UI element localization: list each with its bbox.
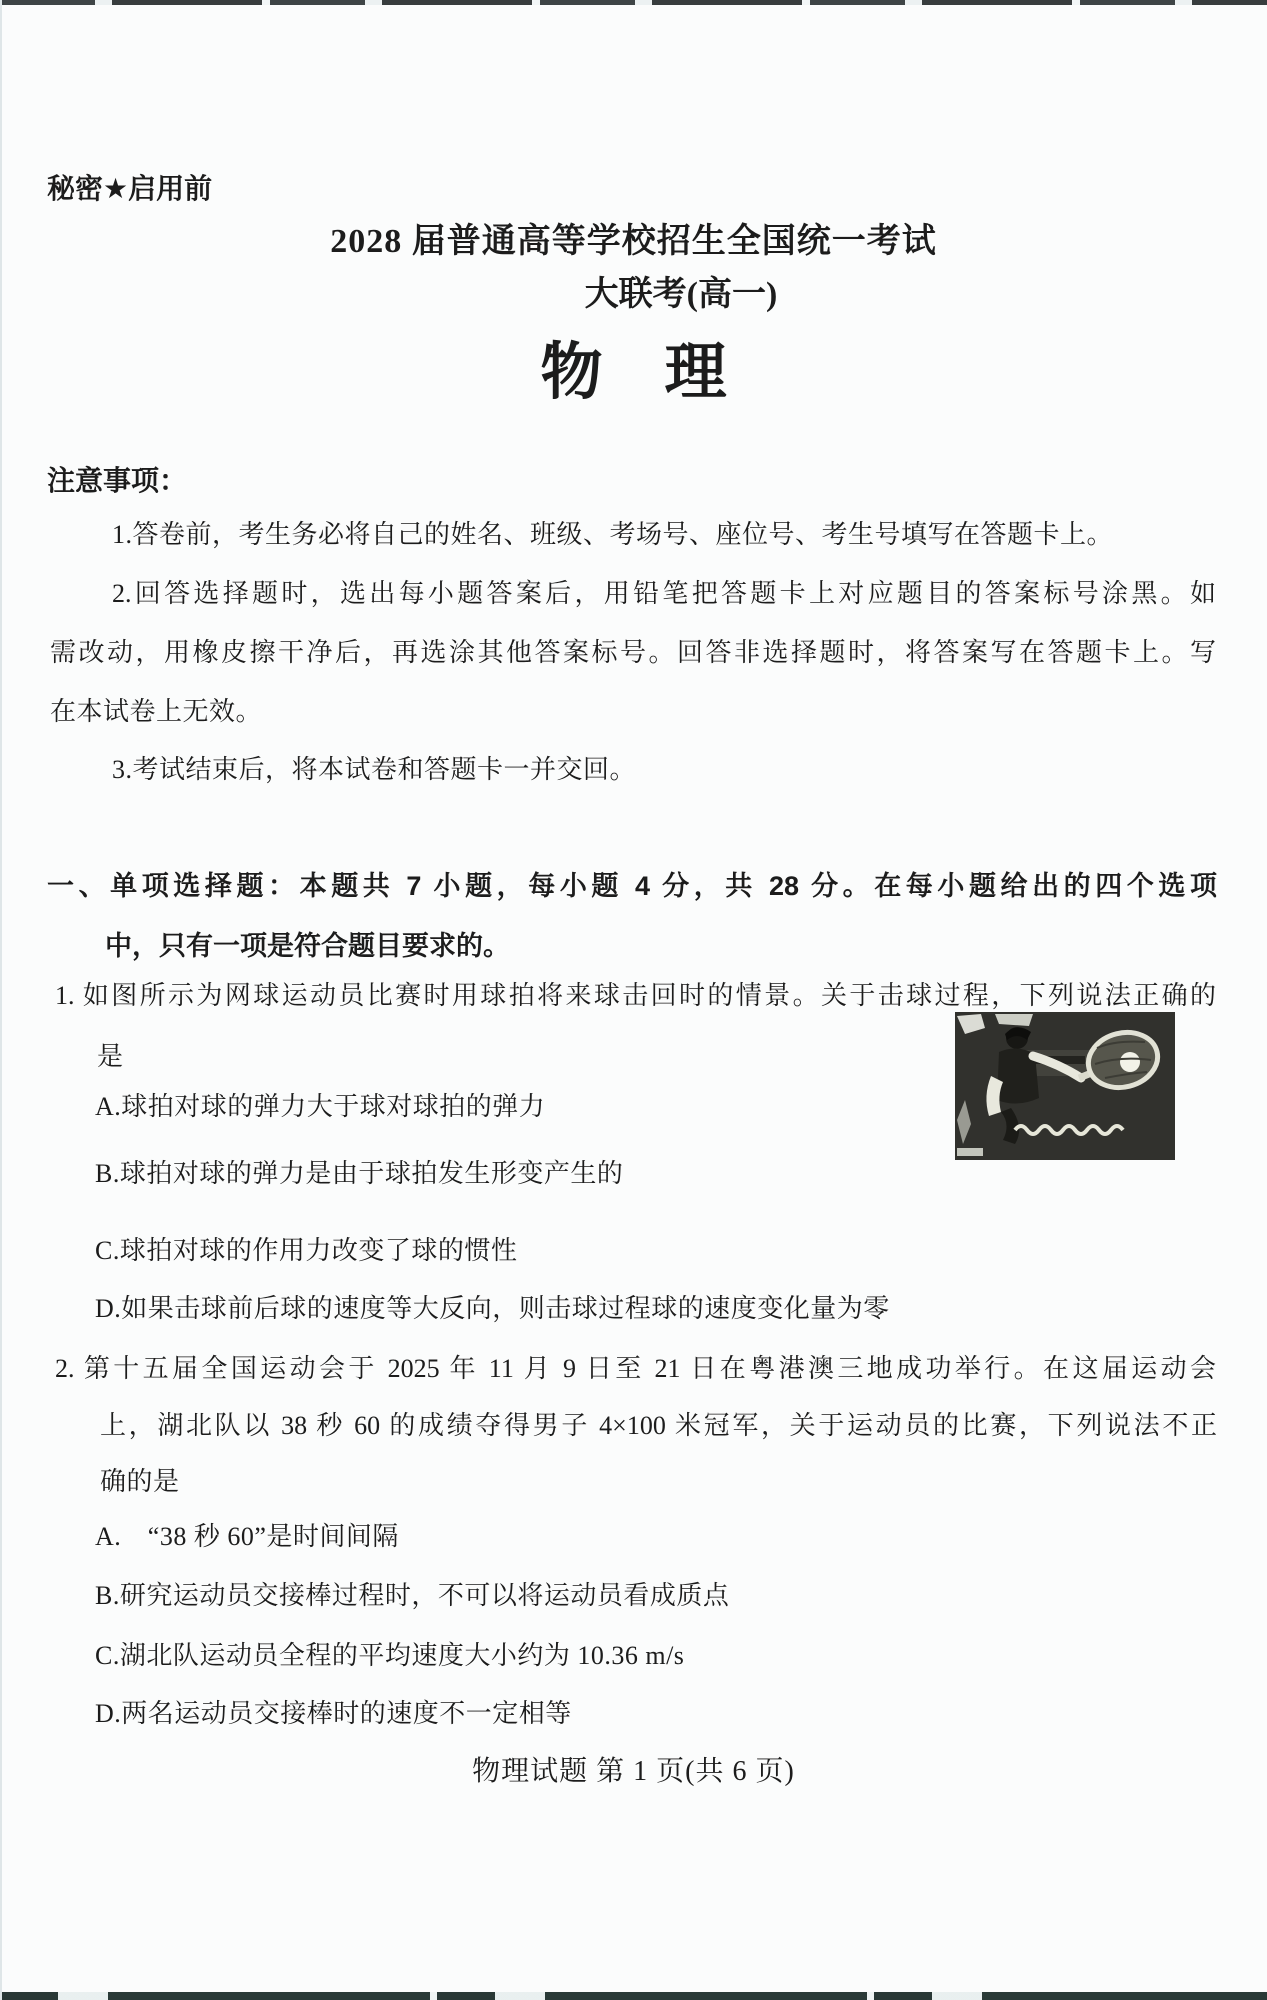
question-1-stem-line2: 是	[97, 1042, 124, 1071]
section-one-heading-line1: 一、单项选择题：本题共 7 小题，每小题 4 分，共 28 分。在每小题给出的四个选项	[47, 871, 1217, 901]
question-1-option-d: D.如果击球前后球的速度等大反向，则击球过程球的速度变化量为零	[95, 1294, 890, 1323]
exam-title-line1: 2028 届普通高等学校招生全国统一考试	[330, 223, 937, 260]
notice-item-2-line2: 需改动，用橡皮擦干净后，再选涂其他答案标号。回答非选择题时，将答案写在答题卡上。写	[50, 638, 1216, 667]
question-2-stem-line3: 确的是	[100, 1467, 180, 1496]
scan-artifact-bottom	[0, 1992, 1267, 2000]
notice-item-3: 3.考试结束后，将本试卷和答题卡一并交回。	[112, 755, 637, 784]
tennis-player-photo	[955, 1012, 1175, 1160]
question-1-stem-text: 如图所示为网球运动员比赛时用球拍将来球击回时的情景。关于击球过程，下列说法正确的	[80, 981, 1216, 1010]
notice-item-2-line1: 2.回答选择题时，选出每小题答案后，用铅笔把答题卡上对应题目的答案标号涂黑。如	[112, 579, 1216, 608]
scan-artifact-left	[0, 0, 2, 2000]
question-2-stem-text: 第十五届全国运动会于 2025 年 11 月 9 日至 21 日在粤港澳三地成功举行。在这届运动会	[80, 1354, 1216, 1383]
question-2-option-b: B.研究运动员交接棒过程时，不可以将运动员看成质点	[95, 1581, 730, 1610]
question-2-stem-line2: 上，湖北队以 38 秒 60 的成绩夺得男子 4×100 米冠军，关于运动员的比赛，下列说法不正	[100, 1411, 1217, 1440]
question-1-number: 1.	[55, 981, 75, 1010]
notice-heading: 注意事项：	[47, 465, 188, 496]
question-2-stem-line1	[55, 1352, 1216, 1385]
classification-label: 秘密★启用前	[47, 173, 213, 204]
question-1-option-a: A.球拍对球的弹力大于球对球拍的弹力	[95, 1092, 546, 1121]
page-footer: 物理试题 第 1 页(共 6 页)	[472, 1756, 795, 1787]
question-2-option-d: D.两名运动员交接棒时的速度不一定相等	[95, 1699, 572, 1728]
question-1-option-b: B.球拍对球的弹力是由于球拍发生形变产生的	[95, 1159, 624, 1188]
question-1-stem-line1	[55, 979, 1216, 1012]
question-2-option-a: A. “38 秒 60”是时间间隔	[95, 1522, 399, 1551]
notice-item-2-line3: 在本试卷上无效。	[50, 697, 263, 726]
scan-artifact-top	[0, 0, 1267, 5]
tennis-photo-illustration	[955, 1012, 1175, 1160]
question-2-number: 2.	[55, 1354, 75, 1383]
section-one-heading-line2: 中，只有一项是符合题目要求的。	[105, 931, 510, 961]
question-1-option-c: C.球拍对球的作用力改变了球的惯性	[95, 1236, 518, 1265]
subject-title: 物 理	[540, 339, 727, 407]
exam-title-line2: 大联考(高一)	[584, 276, 778, 313]
notice-item-1: 1.答卷前，考生务必将自己的姓名、班级、考场号、座位号、考生号填写在答题卡上。	[112, 520, 1114, 549]
question-2-option-c: C.湖北队运动员全程的平均速度大小约为 10.36 m/s	[95, 1641, 685, 1670]
